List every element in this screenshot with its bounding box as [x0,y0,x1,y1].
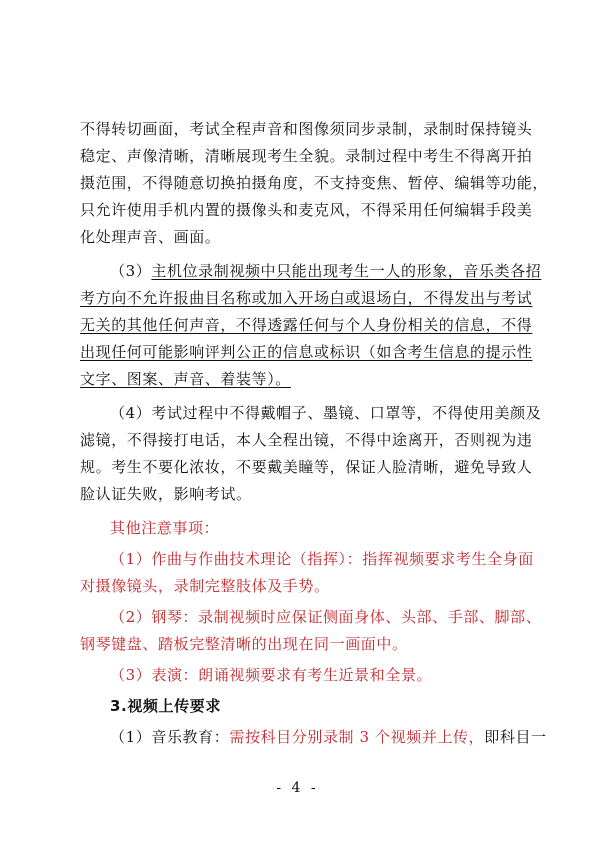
item-3-underlined-text: 无关的其他任何声音，不得透露任何与个人身份相关的信息，不得 [80,316,533,334]
item-4-line: 脸认证失败，影响考试。 [80,485,252,503]
other-note-line: （3）表演：朗诵视频要求有考生近景和全景。 [110,666,433,684]
section-3-line [110,725,547,749]
other-note-line: （2）钢琴：录制视频时应保证侧面身体、头部、手部、脚部、 [110,608,542,626]
item-4-line: 规。考生不要化浓妆，不要戴美瞳等，保证人脸清晰，避免导致人 [80,458,533,476]
item-3-underlined-text: 文字、图案、声音、着装等）。 [80,370,291,388]
paragraph-line: 摄范围，不得随意切换拍摄角度，不支持变焦、暂停、编辑等功能， [80,174,549,192]
item-4-line: （4）考试过程中不得戴帽子、墨镜、口罩等，不得使用美颜及 [110,404,542,422]
paragraph-line: 不得转切画面，考试全程声音和图像须同步录制，录制时保持镜头 [80,120,533,138]
other-note-line: 钢琴键盘、踏板完整清晰的出现在同一画面中。 [80,635,408,653]
paragraph-line: 化处理声音、画面。 [80,228,221,246]
other-note-line: （1）作曲与作曲技术理论（指挥）：指挥视频要求考生全身面 [110,550,534,568]
item-4-line: 滤镜，不得接打电话，本人全程出镜，不得中途离开，否则视为违 [80,431,533,449]
item-3-underlined-text: 主机位录制视频中只能出现考生一人的形象，音乐类各招 [151,262,542,280]
paragraph-line: 稳定、声像清晰，清晰展现考生全貌。录制过程中考生不得离开拍 [80,147,533,165]
item-3-line [80,367,520,391]
section-3-suffix: 即科目一 [484,728,547,746]
paragraph-line: 只允许使用手机内置的摄像头和麦克风，不得采用任何编辑手段美 [80,201,533,219]
item-3-underlined-text: 出现任何可能影响评判公正的信息或标识（如含考生信息的提示性 [80,343,533,361]
other-note-line: 对摄像镜头，录制完整肢体及手势。 [80,577,330,595]
item-3-line [80,340,533,364]
page-number: - 4 - [276,780,319,796]
section-3-title: 3.视频上传要求 [110,697,221,715]
section-3-red-text: 需按科目分别录制 3 个视频并上传， [229,728,485,746]
item-3-line [80,313,533,337]
item-3-line [80,286,533,310]
section-3-prefix: （1）音乐教育： [110,728,230,746]
item-3-prefix: （3） [110,262,152,280]
other-notes-heading: 其他注意事项： [110,519,220,537]
item-3-underlined-text: 考方向不允许报曲目名称或加入开场白或退场白，不得发出与考试 [80,289,533,307]
item-3-line [110,259,542,283]
